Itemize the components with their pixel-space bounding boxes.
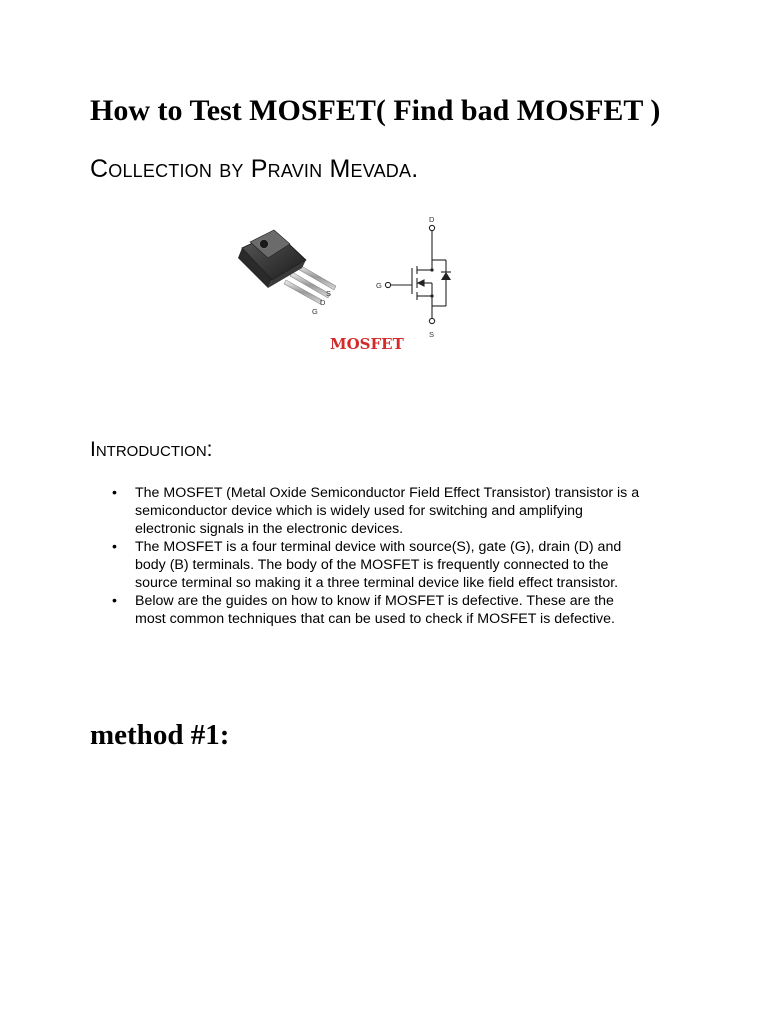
- package-pin-label-d: D: [320, 298, 326, 307]
- package-pin-label-g: G: [312, 307, 318, 316]
- bullet-line: The MOSFET is a four terminal device with source(S), gate (G), drain (D) and: [135, 539, 622, 555]
- symbol-pin-label-s: S: [429, 330, 435, 339]
- figure-caption: MOSFET: [330, 335, 404, 353]
- page-title: How to Test MOSFET( Find bad MOSFET ): [90, 94, 661, 127]
- list-item: [112, 484, 672, 538]
- mosfet-schematic-symbol: [385, 225, 451, 323]
- package-pin-label-s: S: [326, 289, 332, 298]
- introduction-bullet-list: [112, 484, 672, 628]
- symbol-pin-label-d: D: [429, 215, 435, 224]
- bullet-line: source terminal so making it a three terminal device like field effect transistor.: [135, 575, 619, 591]
- method-heading: method #1:: [90, 719, 230, 751]
- bullet-line: The MOSFET (Metal Oxide Semiconductor Field Effect Transistor) transistor is a: [135, 485, 640, 501]
- bullet-line: Below are the guides on how to know if MOSFET is defective. These are the: [135, 593, 614, 609]
- author-byline: Collection by Pravin Mevada.: [90, 155, 419, 183]
- symbol-pin-label-g: G: [376, 281, 382, 290]
- drain-terminal: [429, 225, 434, 230]
- bullet-line: most common techniques that can be used to check if MOSFET is defective.: [135, 611, 615, 627]
- bullet-line: electronic signals in the electronic devices.: [135, 521, 404, 537]
- bullet-line: semiconductor device which is widely used for switching and amplifying: [135, 503, 583, 519]
- source-terminal: [429, 318, 434, 323]
- introduction-heading: Introduction:: [90, 438, 213, 461]
- list-item: [112, 538, 672, 592]
- bullet-marker: •: [112, 593, 117, 609]
- bullet-marker: •: [112, 539, 117, 555]
- list-item: [112, 592, 672, 628]
- to247-package-drawing: [238, 230, 336, 316]
- gate-terminal: [385, 282, 390, 287]
- bullet-line: body (B) terminals. The body of the MOSFET is frequently connected to the: [135, 557, 609, 573]
- bullet-marker: •: [112, 485, 117, 501]
